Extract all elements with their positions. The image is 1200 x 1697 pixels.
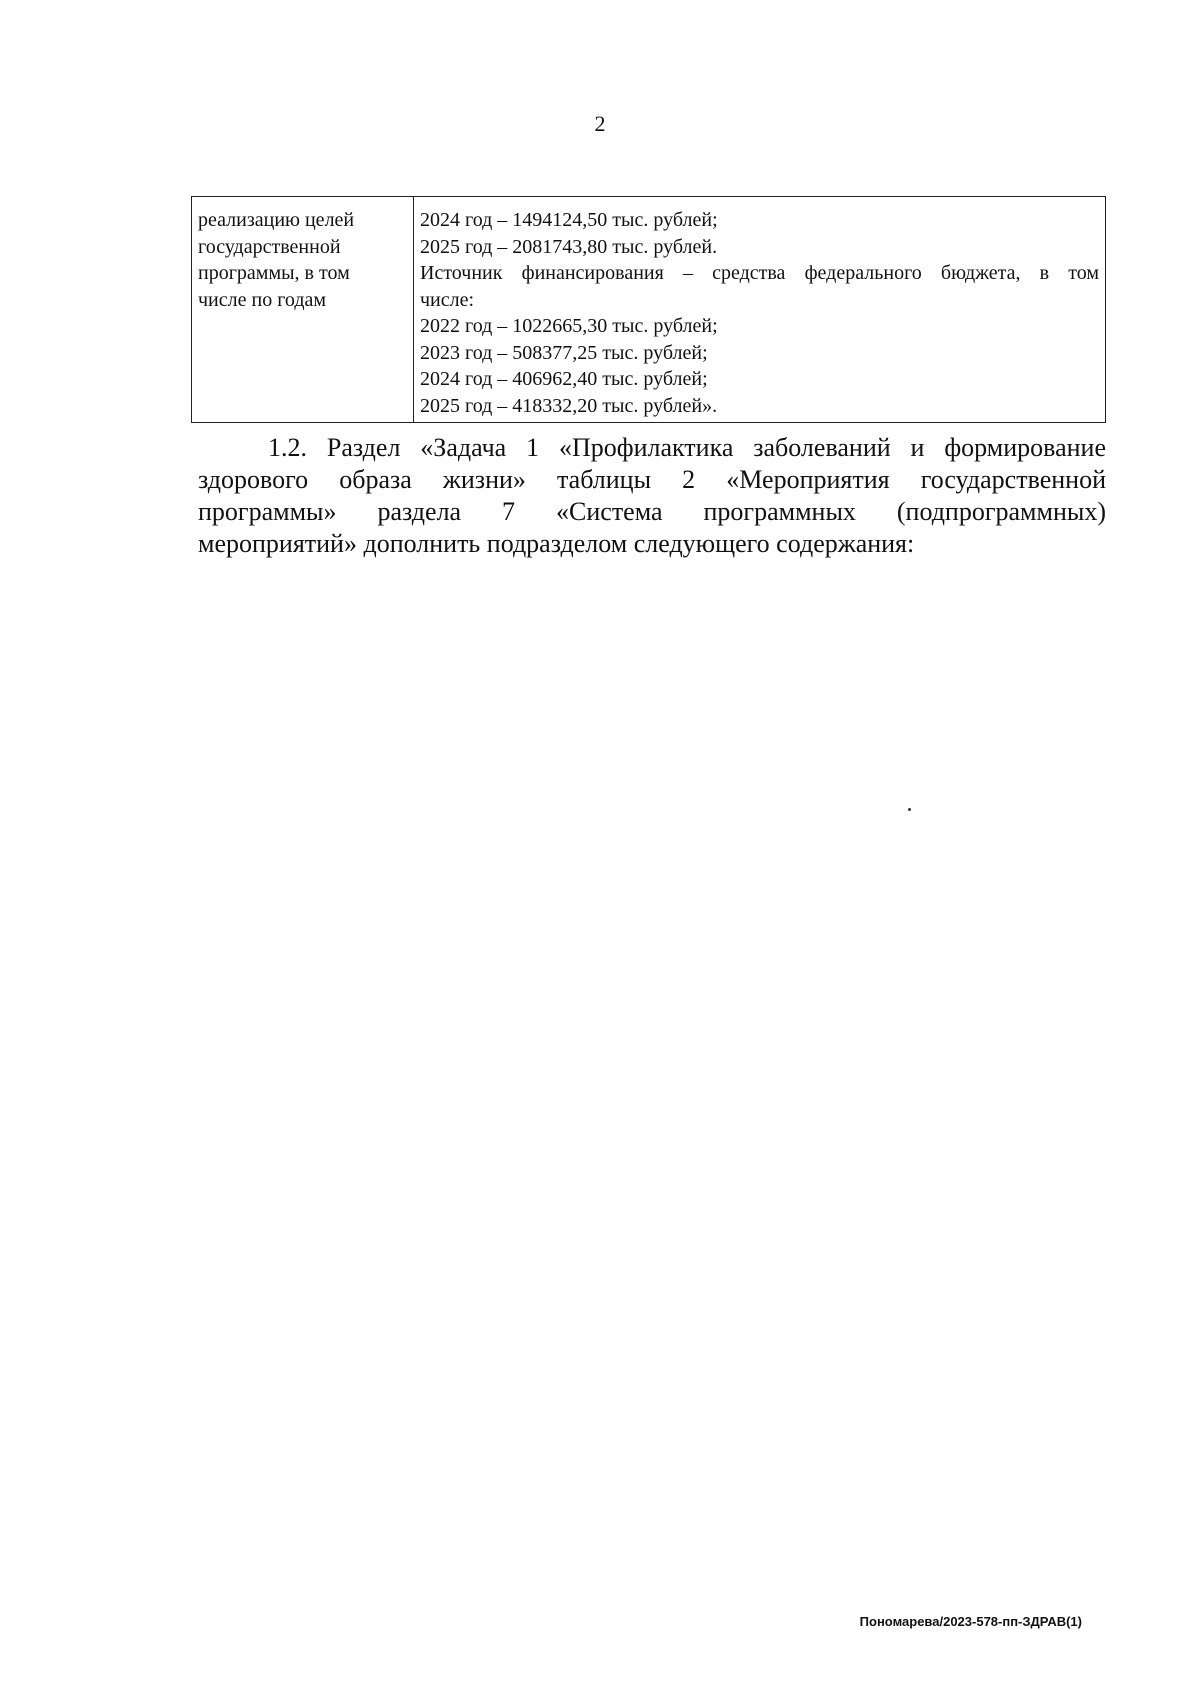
page-number: 2 [594, 111, 606, 136]
document-id-footer: Пономарева/2023-578-пп-ЗДРАВ(1) [859, 1614, 1082, 1629]
paragraph-line: 1.2. Раздел «Задача 1 «Профилактика заболеваний и формирование [268, 433, 1106, 462]
funding-label-cell [192, 197, 414, 423]
funding-table [191, 196, 1106, 423]
value-line: числе: [420, 288, 475, 311]
value-line: 2025 год – 418332,20 тыс. рублей». [420, 394, 718, 417]
value-line: Источник финансирования – средства федерального бюджета, в том [420, 262, 1099, 284]
paragraph-line: здорового образа жизни» таблицы 2 «Мероприятия государственной [198, 465, 1106, 494]
label-line: программы, в том [198, 262, 350, 284]
value-line: 2024 год – 1494124,50 тыс. рублей; [420, 209, 718, 231]
label-line: реализацию целей [198, 209, 355, 231]
value-line: 2022 год – 1022665,30 тыс. рублей; [420, 315, 718, 337]
funding-values-cell [414, 197, 1106, 423]
value-line: 2024 год – 406962,40 тыс. рублей; [420, 368, 708, 390]
paragraph-line: мероприятий» дополнить подразделом следующего содержания: [198, 529, 915, 558]
value-line: 2023 год – 508377,25 тыс. рублей; [420, 341, 708, 364]
label-line: государственной [198, 235, 341, 258]
value-line: 2025 год – 2081743,80 тыс. рублей. [420, 235, 718, 258]
scan-speck [908, 808, 911, 811]
amendment-paragraph [198, 432, 1106, 560]
label-line: числе по годам [198, 288, 327, 311]
paragraph-line: программы» раздела 7 «Система программных (подпрограммных) [198, 497, 1106, 526]
table-row [192, 197, 1106, 423]
